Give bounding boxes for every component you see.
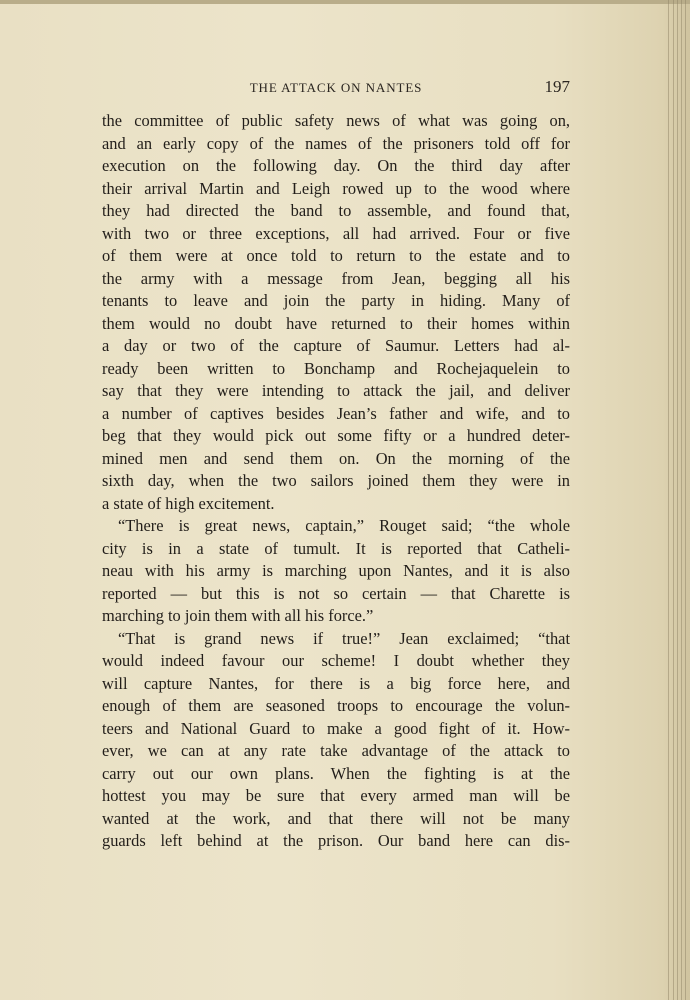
text-line: with two or three exceptions, all had arrived. Four or five bbox=[102, 223, 570, 243]
page-fore-edge bbox=[673, 0, 674, 1000]
text-line: they had directed the band to assemble, and found that, bbox=[102, 201, 570, 220]
text-line: enough of them are seasoned troops to encourage the volun- bbox=[102, 696, 570, 715]
text-line: “There is great news, captain,” Rouget said; “the whole bbox=[118, 516, 570, 535]
body-text bbox=[102, 110, 570, 853]
text-line: a number of captives besides Jean’s father and wife, and to bbox=[102, 403, 570, 423]
text-line: a day or two of the capture of Saumur. Letters had al- bbox=[102, 336, 570, 355]
text-line: reported — but this is not so certain — that Charette is bbox=[102, 583, 570, 603]
text-line: mined men and send them on. On the morning of the bbox=[102, 448, 570, 468]
text-line: say that they were intending to attack the jail, and deliver bbox=[102, 381, 570, 400]
running-head-title: THE ATTACK ON NANTES bbox=[249, 80, 423, 95]
text-line: neau with his army is marching upon Nantes, and it is also bbox=[102, 561, 570, 580]
page-fore-edge bbox=[668, 0, 669, 1000]
text-line: execution on the following day. On the third day after bbox=[102, 156, 570, 175]
text-line: teers and National Guard to make a good fight of it. How- bbox=[102, 718, 570, 738]
text-line: the committee of public safety news of what was going on, bbox=[102, 111, 570, 130]
text-line: their arrival Martin and Leigh rowed up to the wood where bbox=[102, 178, 570, 198]
page-fore-edge bbox=[681, 0, 682, 1000]
text-line: will capture Nantes, for there is a big force here, and bbox=[102, 673, 570, 693]
page-fore-edge bbox=[677, 0, 678, 1000]
text-line: would indeed favour our scheme! I doubt whether they bbox=[102, 651, 570, 670]
text-line: tenants to leave and join the party in hiding. Many of bbox=[102, 291, 570, 310]
text-line: ever, we can at any rate take advantage of the attack to bbox=[102, 741, 570, 760]
text-line: ready been written to Bonchamp and Rochejaquelein to bbox=[102, 358, 570, 378]
text-line: hottest you may be sure that every armed man will be bbox=[102, 786, 570, 805]
text-line: beg that they would pick out some fifty or a hundred deter- bbox=[102, 426, 570, 445]
text-line: carry out our own plans. When the fighting is at the bbox=[102, 763, 570, 783]
page-top-edge bbox=[0, 0, 690, 4]
page-number: 197 bbox=[544, 77, 570, 96]
text-line: a state of high excitement. bbox=[102, 493, 275, 513]
text-line: the army with a message from Jean, begging all his bbox=[102, 268, 570, 288]
text-line: “That is grand news if true!” Jean exclaimed; “that bbox=[118, 628, 570, 648]
text-line: of them were at once told to return to the estate and to bbox=[102, 246, 570, 265]
text-line: sixth day, when the two sailors joined them they were in bbox=[102, 471, 570, 490]
text-line: marching to join them with all his force.” bbox=[102, 606, 374, 625]
text-line: city is in a state of tumult. It is reported that Catheli- bbox=[102, 538, 570, 558]
running-head bbox=[102, 78, 570, 98]
page-fore-edge bbox=[685, 0, 686, 1000]
text-line: guards left behind at the prison. Our band here can dis- bbox=[102, 831, 570, 850]
text-line: them would no doubt have returned to their homes within bbox=[102, 313, 570, 333]
text-line: wanted at the work, and that there will not be many bbox=[102, 808, 570, 828]
text-line: and an early copy of the names of the prisoners told off for bbox=[102, 133, 570, 153]
